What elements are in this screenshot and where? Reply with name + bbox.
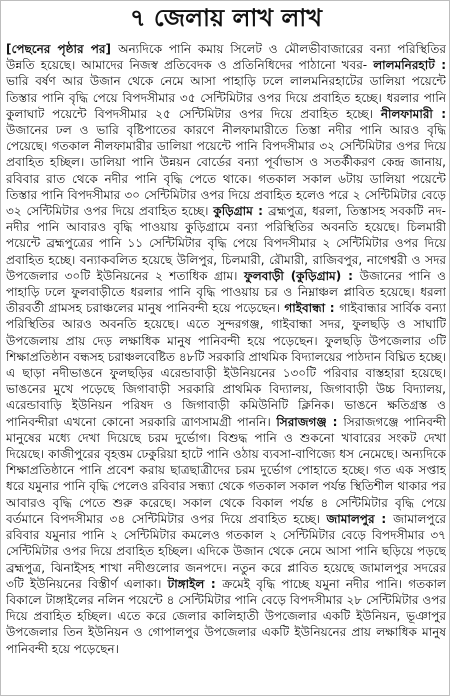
body-segment: অন্যদিকে পানি কমায় সিলেট ও মৌলভীবাজারের বন্যা পরিস্থিতির উন্নতি হয়েছে। আমাদের নিজস্ব প্রতিবেদক ও প্রতিনিধিদের পাঠানো খবর- bbox=[6, 42, 446, 73]
body-segment: টাঙ্গাইল : bbox=[167, 576, 223, 591]
body-segment: গাইবান্ধা : bbox=[284, 301, 340, 316]
body-segment: ভারি বর্ষণ আর উজান থেকে নেমে আসা পাহাড়ি ঢলে লালমনিরহাটের ডালিয়া পয়েন্টে তিস্তার পানি বৃদ্ধি পেয়ে বিপদসীমার ৩৫ সেন্টিমিটার ও‌পর দিয়ে প্রবাহিত হচ্ছে। ধরলার পানি কুলাঘাট পয়েন্টে বিপদসীমার ২৫ সেন্টিমিটার ওপর দিয়ে প্রবাহিত হচ্ছে। bbox=[6, 74, 446, 121]
body-segment: ক্রমেই বৃদ্ধি পাচ্ছে যমুনা নদীর পানি। গতকাল বিকালে টাঙ্গাইলের নলিন পয়েন্টে ৪ সেন্টিমিটার পানি বেড়ে বিপদসীমার ২৮ সেন্টিমিটার ওপর দিয়ে প্রবাহিত হচ্ছিল। এতে করে জেলার কালিহাতী উপজেলার একটি ইউনিয়ন, ভূঞাপুর উপজেলার তিন ইউনিয়ন ও গোপালপুর উপজেলার একটি ইউনিয়নের প্রায় লক্ষাধিক মানুষ পানিবন্দী হয়ে পড়েছেন। bbox=[6, 576, 446, 656]
body-segment: ব্রহ্মপুত্র, ধরলা, তিস্তাসহ সবকটি নদ-নদীর পানি আবারও বৃদ্ধি পাওয়ায় কুড়িগ্রামে বন্যা পরিস্থিতির অবনতি হয়েছে। চিলমারী পয়েন্টে ব্রহ্মপুত্রের পানি ১১ সেন্টিমিটার বৃদ্ধি পেয়ে বিপদসীমার ২ সেন্টিমিটার ওপর দিয়ে প্রবাহিত হচ্ছে। বন্যাকবলিত হয়েছে উলিপুর, চিলমারী, রৌমারী, রাজিবপুর, নাগেশ্বরী ও সদর উপজেলার ৩০টি ইউনিয়নের ২ শতাধিক গ্রাম। bbox=[6, 204, 446, 283]
article-body bbox=[6, 41, 446, 693]
body-segment: সিরাজগঞ্জে পানিবন্দী মানুষের মধ্যে দেখা দিয়েছে চরম দুর্ভোগ। বিশুদ্ধ পানি ও শুকনো খাবারের সংকট দেখা দিয়েছে। কাজীপুরের বৃহত্তম ঢেকুরিয়া হাটে পানি ওঠায় ব্যবসা-বাণিজ্যে ধস নেমেছে। অন্যদিকে শিক্ষাপ্রতিষ্ঠানে পানি প্রবেশ করায় ছাত্রছাত্রীদের চরম দুর্ভোগ পোহাতে হচ্ছে। গত এক সপ্তাহ ধরে যমুনার পানি বৃদ্ধি পেলেও রবিবার সন্ধ্যা থেকে গতকাল সকাল পর্যন্ত স্থিতিশীল থাকার পর আবারও বৃদ্ধি পেতে শুরু করেছে। সকাল থেকে বিকাল পর্যন্ত ৪ সেন্টিমিটার বৃদ্ধি পেয়ে বর্তমানে বিপদসীমার ৩৪ সেন্টিমিটার ওপর দিয়ে প্রবাহিত হচ্ছে। bbox=[6, 414, 446, 526]
body-segment: জামালপুরে রবিবার যমুনার পানি ২ সেন্টিমিটার কমলেও গতকাল ২ সেন্টিমিটার বেড়ে বিপদসীমার ৩৭ সেন্টিমিটার ওপর দিয়ে প্রবাহিত হচ্ছিল। এদিকে উজান থেকে নেমে আসা পানি ছড়িয়ে পড়ছে ব্রহ্মপুত্র, ঝিনাইসহ শাখা নদীগুলোর জনপদে। নতুন করে প্লাবিত হয়েছে জামালপুর সদরের ৩টি ইউনিয়নের বিস্তীর্ণ এলাকা। bbox=[6, 511, 446, 591]
body-segment: উজানের পানি ও পাহাড়ি ঢলে ফুলবাড়ীতে ধরলার পানি বৃদ্ধি পাওয়ায় চর ও নিম্নাঞ্চল প্লাবিত হয়েছে। ধরলা তীরবর্তী গ্রামসহ চরাঞ্চলের মানুষ পানিবন্দী হয়ে পড়েছেন। bbox=[6, 268, 446, 316]
body-segment: নীলফামারী : bbox=[380, 106, 446, 121]
body-segment: কুড়িগ্রাম : bbox=[213, 204, 269, 219]
body-segment: সিরাজগঞ্জ : bbox=[276, 414, 344, 429]
headline: ৭ জেলায় লাখ লাখ bbox=[129, 4, 323, 32]
body-segment: গাইবান্ধার সার্বিক বন্যা পরিস্থিতির আরও অবনতি হয়েছে। এতে সুন্দরগঞ্জ, গাইবান্ধা সদর, ফুলছড়ি ও সাঘাটি উপজেলায় প্রায় দেড় লক্ষাধিক মানুষ পানিবন্দী হয়ে পড়েছেন। ফুলছড়ি উপজেলার ৩টি শিক্ষাপ্রতিষ্ঠান বন্ধসহ চরাঞ্চলবেষ্টিত ৪৮টি সরকারি প্রাথমিক বিদ্যালয়ের পাঠদান বিঘ্নিত হচ্ছে। এ ছাড়া নদীভাঙনে ফুলছড়ির এরেন্ডাবাড়ী ইউনিয়নের ১৩০টি পরিবার বাস্তহারা হয়েছে। ভাঙনের মুখে পড়েছে জিগাবাড়ী সরকারি প্রাথমিক বিদ্যালয়, জিগাবাড়ী উচ্চ বিদ্যালয়, এরেন্ডাবাড়ি ইউনিয়ন পরিষদ ও জিগাবাড়ী কমিউনিটি ক্লিনিক। ভাঙনে ক্ষতিগ্রস্ত ও পানিবন্দীরা এখনো কোনো সরকারি ত্রাণসামগ্রী পাননি। bbox=[6, 301, 446, 429]
body-segment: জামালপুর : bbox=[326, 511, 394, 526]
body-segment: [পেছনের পৃষ্ঠার পর] bbox=[6, 42, 119, 56]
body-segment: উজানের ঢল ও ভারি বৃষ্টিপাতের কারণে নীলফামারীতে তিস্তা নদীর পানি আরও বৃদ্ধি পেয়েছে। গতকাল নীলফামারীর ডালিয়া পয়েন্টে পানি বিপদসীমার ৩২ সেন্টিমিটার ওপর দিয়ে প্রবাহিত হচ্ছিল। ডালিয়া পানি উন্নয়ন বোর্ডের বন্যা পূর্বাভাস ও সতর্কীকরণ কেন্দ্র জানায়, রবিবার রাত থেকে নদীর পানি বৃদ্ধি পেতে থাকে। গতকাল সকাল ৬টায় ডালিয়া পয়েন্টে তিস্তার পানি বিপদসীমার ৩০ সেন্টিমিটার ওপর দিয়ে প্রবাহিত হলেও পরে ২ সেন্টিমিটার বেড়ে ৩২ সেন্টিমিটার ওপর দিয়ে প্রবাহিত হচ্ছে। bbox=[6, 123, 446, 219]
body-segment: ফুলবাড়ী (কুড়িগ্রাম) : bbox=[243, 268, 360, 283]
body-segment: লালমনিরহাট : bbox=[373, 58, 446, 73]
